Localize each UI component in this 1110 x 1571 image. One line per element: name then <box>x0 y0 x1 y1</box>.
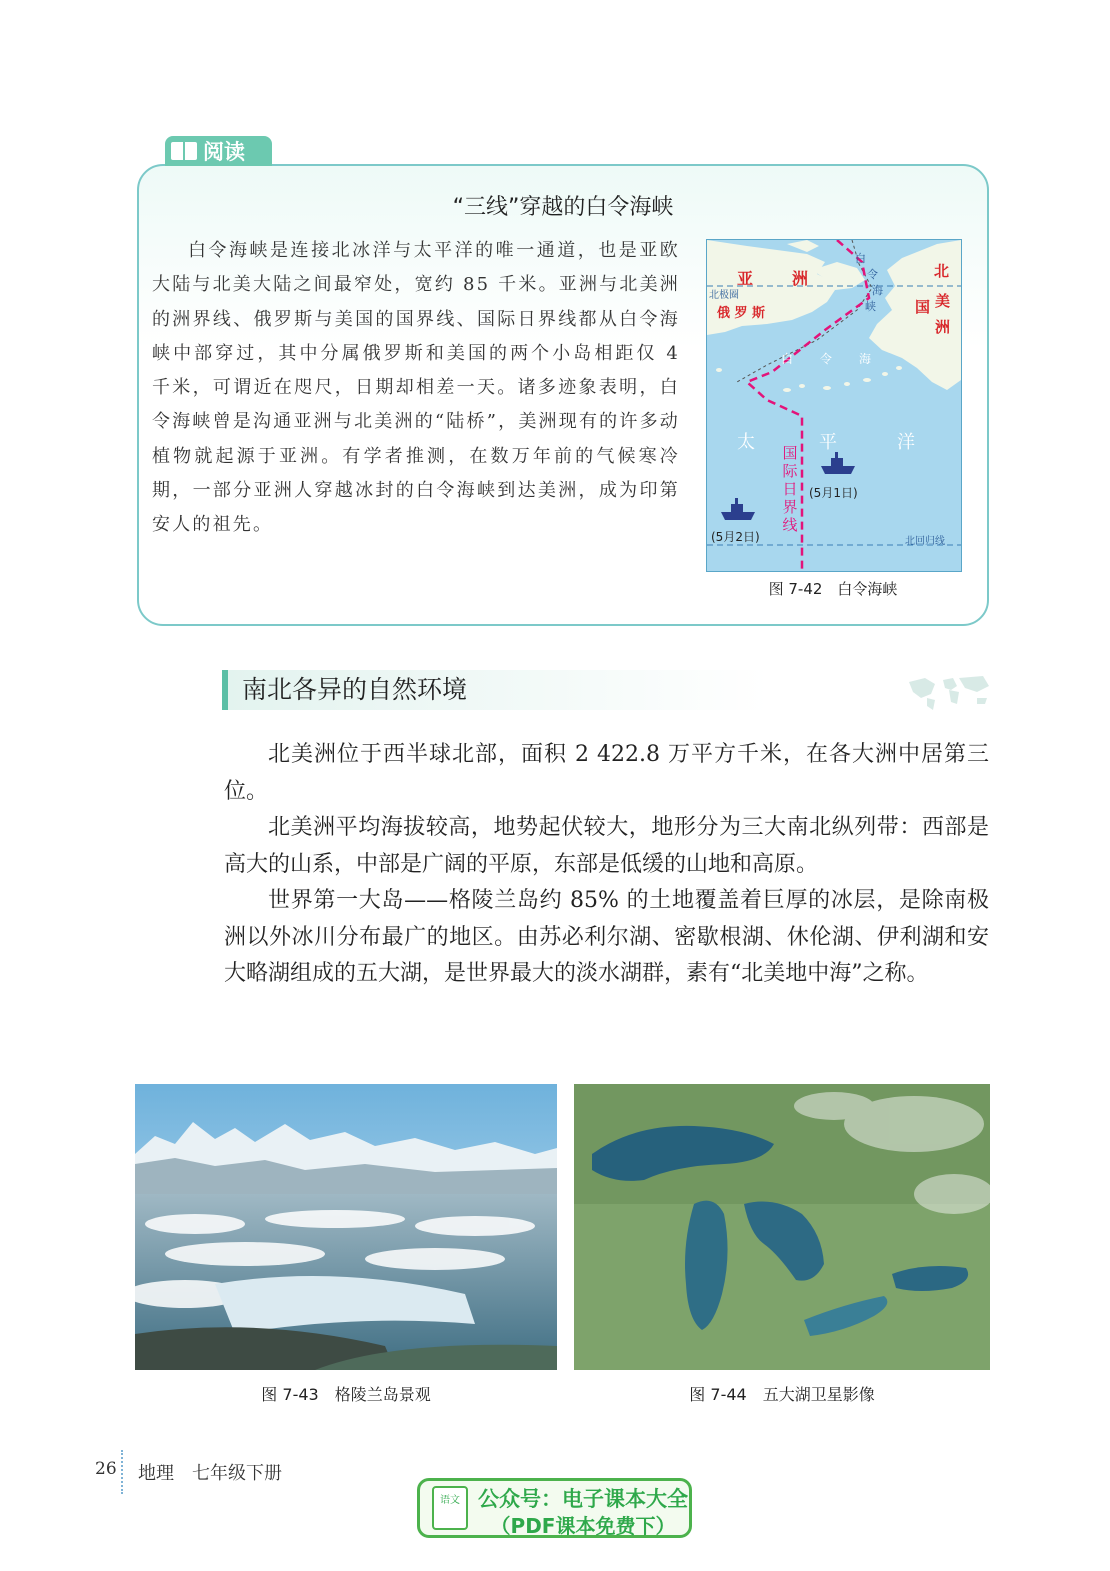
map-label-date-line <box>781 444 799 534</box>
bering-strait-map <box>706 239 962 572</box>
idl-char: 国 <box>782 444 798 462</box>
reading-title: “三线”穿越的白令海峡 <box>452 195 674 220</box>
section-header-bar <box>222 670 228 710</box>
stamp-icon-text: 语文 <box>440 1495 460 1506</box>
section-title: 南北各异的自然环境 <box>242 675 468 704</box>
greenland-caption: 图 7-43 格陵兰岛景观 <box>261 1385 431 1404</box>
greenland-photo <box>135 1084 557 1370</box>
stamp-line-2: （PDF课本免费下） <box>490 1514 676 1538</box>
ship-icon <box>821 452 855 474</box>
map-label-russia: 俄 罗 斯 <box>717 306 766 321</box>
map-svg <box>707 240 961 571</box>
reading-tab-label: 阅读 <box>203 140 245 164</box>
map-label-sea-2: 令 <box>820 352 833 366</box>
idl-char: 线 <box>782 516 798 534</box>
map-label-arctic-circle: 北极圈 <box>709 290 739 301</box>
reading-tab <box>165 136 272 166</box>
body-paragraph: 北美洲平均海拔较高，地势起伏较大，地形分为三大南北纵列带：西部是高大的山系，中部是广阔的平原，东部是低缓的山地和高原。 <box>224 815 989 877</box>
map-label-pacific-1: 太 <box>737 432 755 453</box>
great-lakes-caption: 图 7-44 五大湖卫星影像 <box>689 1385 875 1404</box>
reading-paragraph: 白令海峡是连接北冰洋与太平洋的唯一通道，也是亚欧大陆与北美大陆之间最窄处，宽约 85 千米。亚洲与北美洲的洲界线、俄罗斯与美国的国界线、国际日界线都从白令海峡中部穿过，其中分属俄罗斯和美国的两个小岛相距仅 4 千米，可谓近在咫尺，日期却相差一天。诸多迹象表明，白令海峡曾是沟通亚洲与北美洲的“陆桥”，美洲现有的许多动植物就起源于亚洲。有学者推测，在数万年前的气候寒冷期，一部分亚洲人穿越冰封的白令海峡到达美洲，成为印第安人的祖先。 <box>152 240 680 536</box>
world-map-icon <box>905 672 993 712</box>
page-number: 26 <box>95 1459 117 1479</box>
map-caption: 图 7-42 白令海峡 <box>768 580 898 598</box>
map-label-strait-1: 白 <box>855 252 866 265</box>
island <box>787 240 819 252</box>
map-label-strait-3: 海 <box>872 284 883 297</box>
idl-char: 日 <box>782 480 798 498</box>
stamp-line-1: 公众号：电子课本大全 <box>478 1487 688 1511</box>
map-label-sea-1: 白 <box>781 352 794 366</box>
map-label-date-west: (5月2日) <box>711 530 760 544</box>
book-title: 地理 七年级下册 <box>138 1463 282 1484</box>
map-label-sea-3: 海 <box>859 352 872 366</box>
footer-separator <box>121 1450 123 1494</box>
greenland-photo-svg <box>135 1084 557 1370</box>
great-lakes-photo <box>574 1084 990 1370</box>
great-lakes-photo-svg <box>574 1084 990 1370</box>
map-label-tropic: 北回归线 <box>905 536 945 547</box>
book-icon <box>432 1486 468 1530</box>
idl-char: 界 <box>782 498 798 516</box>
map-label-usa-guo: 国 <box>915 298 931 316</box>
body-paragraph: 世界第一大岛——格陵兰岛约 85% 的土地覆盖着巨厚的冰层，是除南极洲以外冰川分布最广的地区。由苏必利尔湖、密歇根湖、休伦湖、伊利湖和安大略湖组成的五大湖，是世界最大的淡水湖群，素有“北美地中海”之称。 <box>224 888 989 986</box>
idl-char: 际 <box>782 462 798 480</box>
map-label-na-zhou: 洲 <box>935 318 951 336</box>
map-label-strait-2: 令 <box>867 268 878 281</box>
map-label-asia-2: 洲 <box>792 269 809 288</box>
reading-text <box>152 234 680 543</box>
ship-icon <box>721 498 755 520</box>
map-label-na-north: 北 <box>934 262 950 280</box>
map-label-date-east: (5月1日) <box>809 486 858 500</box>
map-label-strait-4: 峡 <box>865 300 876 313</box>
map-label-pacific-2: 平 <box>819 432 837 453</box>
map-label-asia-1: 亚 <box>737 269 754 288</box>
map-label-pacific-3: 洋 <box>897 432 915 453</box>
island <box>797 258 817 266</box>
body-text <box>224 737 989 993</box>
aleutian-islands <box>716 366 902 392</box>
book-icon <box>171 142 197 160</box>
map-label-na-mei: 美 <box>935 292 951 310</box>
body-paragraph: 北美洲位于西半球北部，面积 2 422.8 万平方千米，在各大洲中居第三位。 <box>224 742 989 804</box>
